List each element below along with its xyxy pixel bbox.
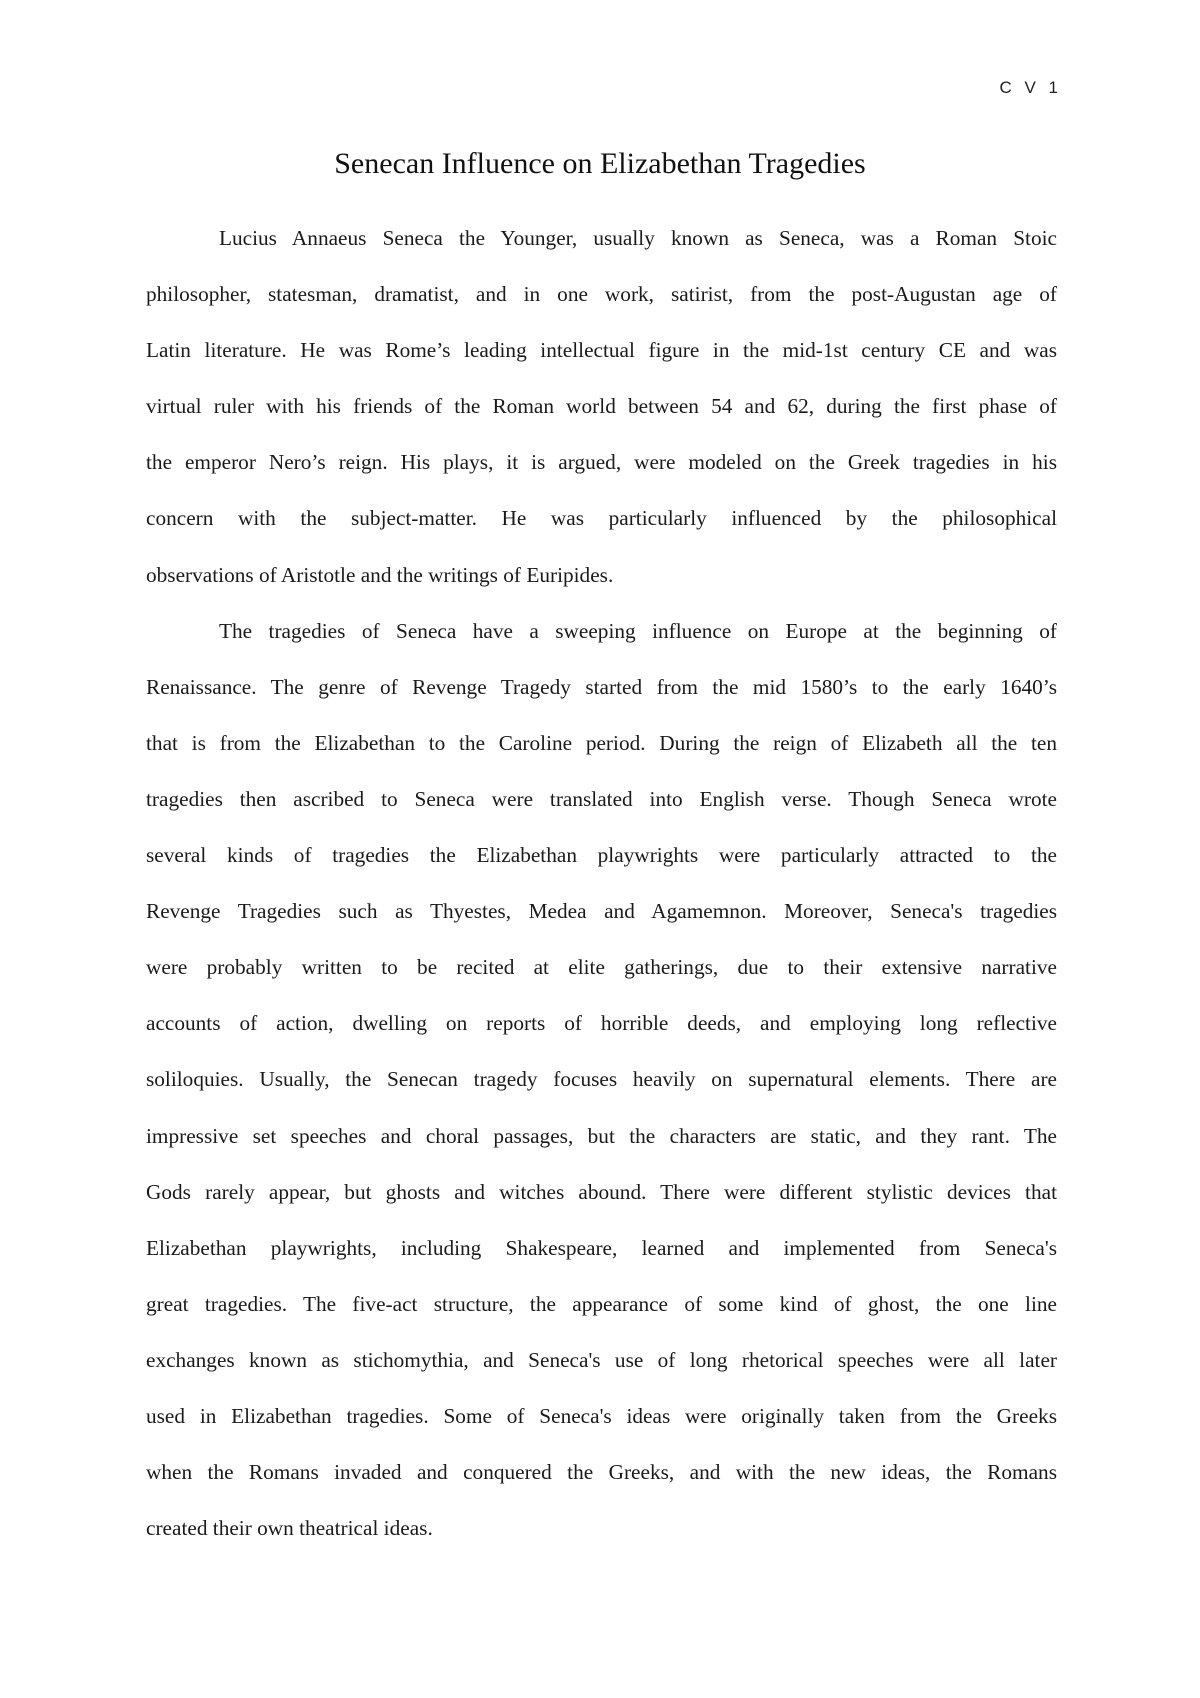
text-line: observations of Aristotle and the writings of Euripides. <box>146 562 614 587</box>
text-line: philosopher, statesman, dramatist, and in one work, satirist, from the post-Augustan age of <box>146 282 1057 307</box>
text-line: Latin literature. He was Rome’s leading intellectual figure in the mid-1st century CE and was <box>146 338 1057 363</box>
text-line: Elizabethan playwrights, including Shakespeare, learned and implemented from Seneca's <box>146 1235 1057 1260</box>
running-head: C V 1 <box>999 78 1062 97</box>
text-line: exchanges known as stichomythia, and Seneca's use of long rhetorical speeches were all later <box>146 1347 1057 1372</box>
text-line: the emperor Nero’s reign. His plays, it is argued, were modeled on the Greek tragedies in his <box>146 450 1057 475</box>
text-line: soliloquies. Usually, the Senecan tragedy focuses heavily on supernatural elements. There are <box>146 1067 1057 1092</box>
document-body <box>146 210 1057 1556</box>
document-title: Senecan Influence on Elizabethan Tragedies <box>334 147 866 180</box>
text-line: tragedies then ascribed to Seneca were translated into English verse. Though Seneca wrote <box>146 786 1057 811</box>
text-line: The tragedies of Seneca have a sweeping influence on Europe at the beginning of <box>219 618 1057 643</box>
text-line: when the Romans invaded and conquered the Greeks, and with the new ideas, the Romans <box>146 1460 1057 1485</box>
text-line: impressive set speeches and choral passages, but the characters are static, and they rant. The <box>146 1123 1057 1148</box>
text-line: accounts of action, dwelling on reports of horrible deeds, and employing long reflective <box>146 1011 1057 1036</box>
text-line: Gods rarely appear, but ghosts and witches abound. There were different stylistic devices that <box>146 1179 1057 1204</box>
text-line: that is from the Elizabethan to the Caroline period. During the reign of Elizabeth all the ten <box>146 730 1057 755</box>
text-line: were probably written to be recited at elite gatherings, due to their extensive narrative <box>146 955 1057 980</box>
text-line: concern with the subject-matter. He was particularly influenced by the philosophical <box>146 506 1057 531</box>
text-line: great tragedies. The five-act structure, the appearance of some kind of ghost, the one line <box>146 1291 1057 1316</box>
paragraph-1 <box>146 210 1057 603</box>
text-line: virtual ruler with his friends of the Roman world between 54 and 62, during the first phase of <box>146 394 1057 419</box>
text-line: Lucius Annaeus Seneca the Younger, usually known as Seneca, was a Roman Stoic <box>219 226 1057 250</box>
text-line: Revenge Tragedies such as Thyestes, Medea and Agamemnon. Moreover, Seneca's tragedies <box>146 899 1057 924</box>
text-line: used in Elizabethan tragedies. Some of Seneca's ideas were originally taken from the Greeks <box>146 1403 1057 1428</box>
text-line: created their own theatrical ideas. <box>146 1516 433 1541</box>
text-line: several kinds of tragedies the Elizabethan playwrights were particularly attracted to the <box>146 843 1057 868</box>
paragraph-2 <box>146 603 1057 1557</box>
text-line: Renaissance. The genre of Revenge Tragedy started from the mid 1580’s to the early 1640’s <box>146 674 1057 699</box>
